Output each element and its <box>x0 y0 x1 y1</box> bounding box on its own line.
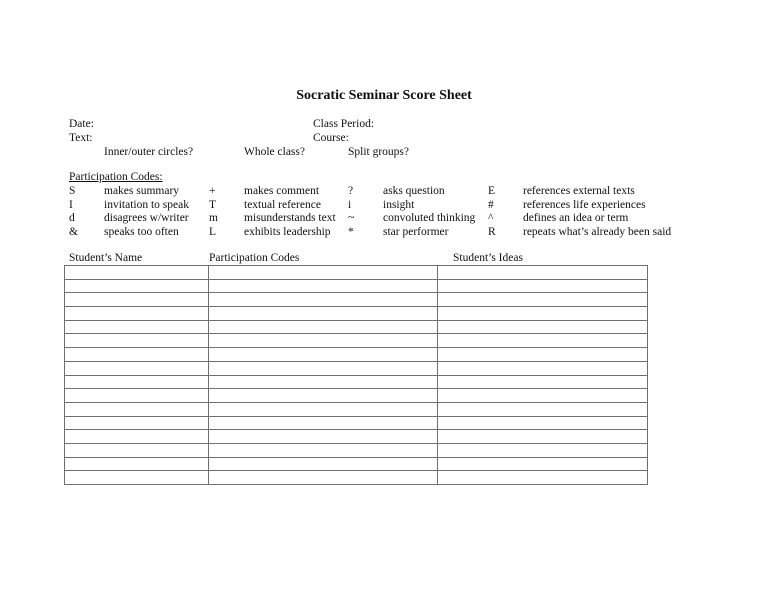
code-description: repeats what’s already been said <box>523 226 672 238</box>
code-symbol: ~ <box>348 212 355 224</box>
codes-cell[interactable] <box>209 402 438 416</box>
code-symbol: R <box>488 226 496 238</box>
code-symbol: S <box>69 185 76 197</box>
code-description: speaks too often <box>104 226 179 238</box>
class-period-label: Class Period: <box>313 118 375 130</box>
ideas-cell[interactable] <box>438 279 648 293</box>
codes-cell[interactable] <box>209 457 438 471</box>
participation-codes-heading: Participation Codes: <box>69 171 163 183</box>
ideas-cell[interactable] <box>438 375 648 389</box>
header-participation-codes: Participation Codes <box>209 252 300 264</box>
table-row <box>65 375 648 389</box>
name-cell[interactable] <box>65 389 209 403</box>
table-row <box>65 430 648 444</box>
code-symbol: ^ <box>488 212 494 224</box>
name-cell[interactable] <box>65 375 209 389</box>
course-label: Course: <box>313 132 349 144</box>
table-row <box>65 389 648 403</box>
whole-class-label: Whole class? <box>244 146 305 158</box>
ideas-cell[interactable] <box>438 416 648 430</box>
date-label: Date: <box>69 118 94 130</box>
table-row <box>65 266 648 280</box>
code-symbol: ? <box>348 185 354 197</box>
name-cell[interactable] <box>65 307 209 321</box>
table-row <box>65 402 648 416</box>
code-symbol: & <box>69 226 78 238</box>
code-symbol: # <box>488 199 494 211</box>
ideas-cell[interactable] <box>438 266 648 280</box>
name-cell[interactable] <box>65 279 209 293</box>
code-symbol: + <box>209 185 216 197</box>
ideas-cell[interactable] <box>438 293 648 307</box>
code-description: defines an idea or term <box>523 212 629 224</box>
code-description: convoluted thinking <box>383 212 476 224</box>
code-description: misunderstands text <box>244 212 336 224</box>
code-description: exhibits leadership <box>244 226 331 238</box>
code-description: makes summary <box>104 185 180 197</box>
code-description: asks question <box>383 185 445 197</box>
ideas-cell[interactable] <box>438 457 648 471</box>
table-row <box>65 279 648 293</box>
text-label: Text: <box>69 132 93 144</box>
code-description: references life experiences <box>523 199 646 211</box>
code-description: invitation to speak <box>104 199 189 211</box>
table-row <box>65 293 648 307</box>
code-symbol: E <box>488 185 496 197</box>
table-row <box>65 416 648 430</box>
code-description: insight <box>383 199 415 211</box>
table-row <box>65 320 648 334</box>
ideas-cell[interactable] <box>438 348 648 362</box>
codes-cell[interactable] <box>209 307 438 321</box>
name-cell[interactable] <box>65 293 209 307</box>
codes-cell[interactable] <box>209 375 438 389</box>
code-symbol: I <box>69 199 73 211</box>
codes-cell[interactable] <box>209 320 438 334</box>
header-student-ideas: Student’s Ideas <box>453 252 523 264</box>
table-row <box>65 334 648 348</box>
ideas-cell[interactable] <box>438 430 648 444</box>
page-title: Socratic Seminar Score Sheet <box>296 88 472 103</box>
table-row <box>65 471 648 485</box>
table-row <box>65 361 648 375</box>
code-description: makes comment <box>244 185 320 197</box>
name-cell[interactable] <box>65 416 209 430</box>
code-symbol: m <box>209 212 218 224</box>
codes-cell[interactable] <box>209 389 438 403</box>
name-cell[interactable] <box>65 348 209 362</box>
inner-outer-circles-label: Inner/outer circles? <box>104 146 194 158</box>
ideas-cell[interactable] <box>438 402 648 416</box>
code-symbol: i <box>348 199 352 211</box>
score-table <box>64 265 648 485</box>
ideas-cell[interactable] <box>438 361 648 375</box>
codes-cell[interactable] <box>209 471 438 485</box>
ideas-cell[interactable] <box>438 443 648 457</box>
table-row <box>65 443 648 457</box>
code-description: disagrees w/writer <box>104 212 189 224</box>
name-cell[interactable] <box>65 471 209 485</box>
code-description: references external texts <box>523 185 635 197</box>
table-row <box>65 307 648 321</box>
code-description: textual reference <box>244 199 321 211</box>
codes-cell[interactable] <box>209 443 438 457</box>
codes-cell[interactable] <box>209 293 438 307</box>
table-row <box>65 348 648 362</box>
ideas-cell[interactable] <box>438 307 648 321</box>
name-cell[interactable] <box>65 402 209 416</box>
code-symbol: * <box>348 226 354 238</box>
name-cell[interactable] <box>65 443 209 457</box>
name-cell[interactable] <box>65 457 209 471</box>
name-cell[interactable] <box>65 334 209 348</box>
ideas-cell[interactable] <box>438 471 648 485</box>
ideas-cell[interactable] <box>438 334 648 348</box>
code-symbol: d <box>69 212 75 224</box>
name-cell[interactable] <box>65 361 209 375</box>
ideas-cell[interactable] <box>438 389 648 403</box>
code-description: star performer <box>383 226 449 238</box>
codes-cell[interactable] <box>209 416 438 430</box>
name-cell[interactable] <box>65 430 209 444</box>
name-cell[interactable] <box>65 320 209 334</box>
codes-cell[interactable] <box>209 279 438 293</box>
code-symbol: T <box>209 199 217 211</box>
table-row <box>65 457 648 471</box>
codes-cell[interactable] <box>209 361 438 375</box>
codes-cell[interactable] <box>209 430 438 444</box>
score-table-body <box>65 266 648 485</box>
codes-cell[interactable] <box>209 348 438 362</box>
header-student-name: Student’s Name <box>69 252 143 264</box>
codes-cell[interactable] <box>209 334 438 348</box>
split-groups-label: Split groups? <box>348 146 410 158</box>
codes-cell[interactable] <box>209 266 438 280</box>
name-cell[interactable] <box>65 266 209 280</box>
code-symbol: L <box>209 226 217 238</box>
ideas-cell[interactable] <box>438 320 648 334</box>
